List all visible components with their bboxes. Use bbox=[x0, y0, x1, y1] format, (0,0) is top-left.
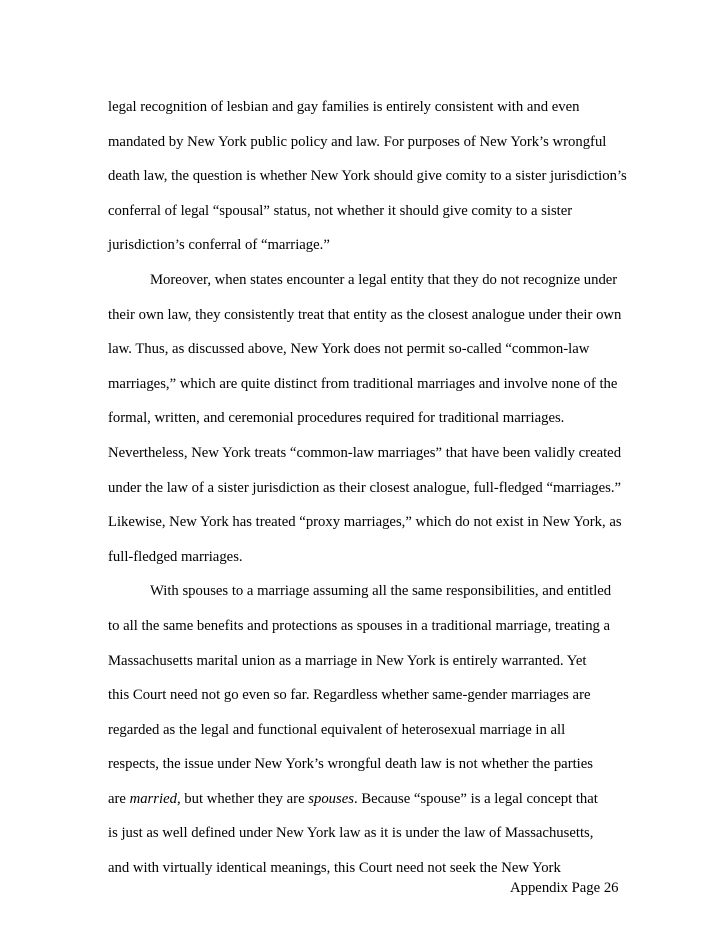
text-line: death law, the question is whether New York should give comity to a sister jurisdiction’s bbox=[108, 168, 627, 185]
text-line: marriages,” which are quite distinct from traditional marriages and involve none of the bbox=[108, 375, 618, 392]
body-text bbox=[108, 96, 648, 892]
text-line: full-fledged marriages. bbox=[108, 548, 243, 565]
text-line: mandated by New York public policy and law. For purposes of New York’s wrongful bbox=[108, 133, 607, 150]
paragraph-start-line: With spouses to a marriage assuming all the same responsibilities, and entitled bbox=[150, 583, 612, 600]
text-line: and with virtually identical meanings, this Court need not seek the New York bbox=[108, 860, 561, 877]
text-line-with-emphasis bbox=[108, 788, 648, 823]
text-line: Nevertheless, New York treats “common-law marriages” that have been validly created bbox=[108, 444, 622, 461]
text-line: conferral of legal “spousal” status, not whether it should give comity to a sister bbox=[108, 202, 573, 219]
text-span: , but whether they are bbox=[176, 790, 309, 807]
text-line: Massachusetts marital union as a marriage in New York is entirely warranted. Yet bbox=[108, 652, 587, 669]
text-line: to all the same benefits and protections as spouses in a traditional marriage, treating a bbox=[108, 617, 611, 634]
text-line: law. Thus, as discussed above, New York does not permit so-called “common-law bbox=[108, 341, 590, 358]
text-line: legal recognition of lesbian and gay families is entirely consistent with and even bbox=[108, 99, 580, 115]
text-line: Likewise, New York has treated “proxy marriages,” which do not exist in New York, as bbox=[108, 514, 622, 531]
text-line: this Court need not go even so far. Regardless whether same-gender marriages are bbox=[108, 687, 591, 704]
text-line: under the law of a sister jurisdiction as their closest analogue, full-fledged “marriages.” bbox=[108, 479, 622, 496]
page-footer: Appendix Page 26 bbox=[510, 880, 619, 896]
text-line: jurisdiction’s conferral of “marriage.” bbox=[108, 237, 330, 254]
text-span: are bbox=[108, 790, 130, 807]
paragraph-start-line: Moreover, when states encounter a legal entity that they do not recognize under bbox=[150, 271, 618, 288]
text-line: formal, written, and ceremonial procedures required for traditional marriages. bbox=[108, 410, 565, 427]
text-line: respects, the issue under New York’s wrongful death law is not whether the parties bbox=[108, 756, 593, 773]
text-line: is just as well defined under New York law as it is under the law of Massachusetts, bbox=[108, 825, 594, 842]
emphasis-married: married bbox=[129, 790, 177, 807]
emphasis-spouses: spouses bbox=[308, 790, 354, 807]
text-line: regarded as the legal and functional equivalent of heterosexual marriage in all bbox=[108, 721, 566, 738]
text-line: their own law, they consistently treat that entity as the closest analogue under their own bbox=[108, 306, 622, 323]
text-span: . Because “spouse” is a legal concept that bbox=[353, 790, 598, 807]
